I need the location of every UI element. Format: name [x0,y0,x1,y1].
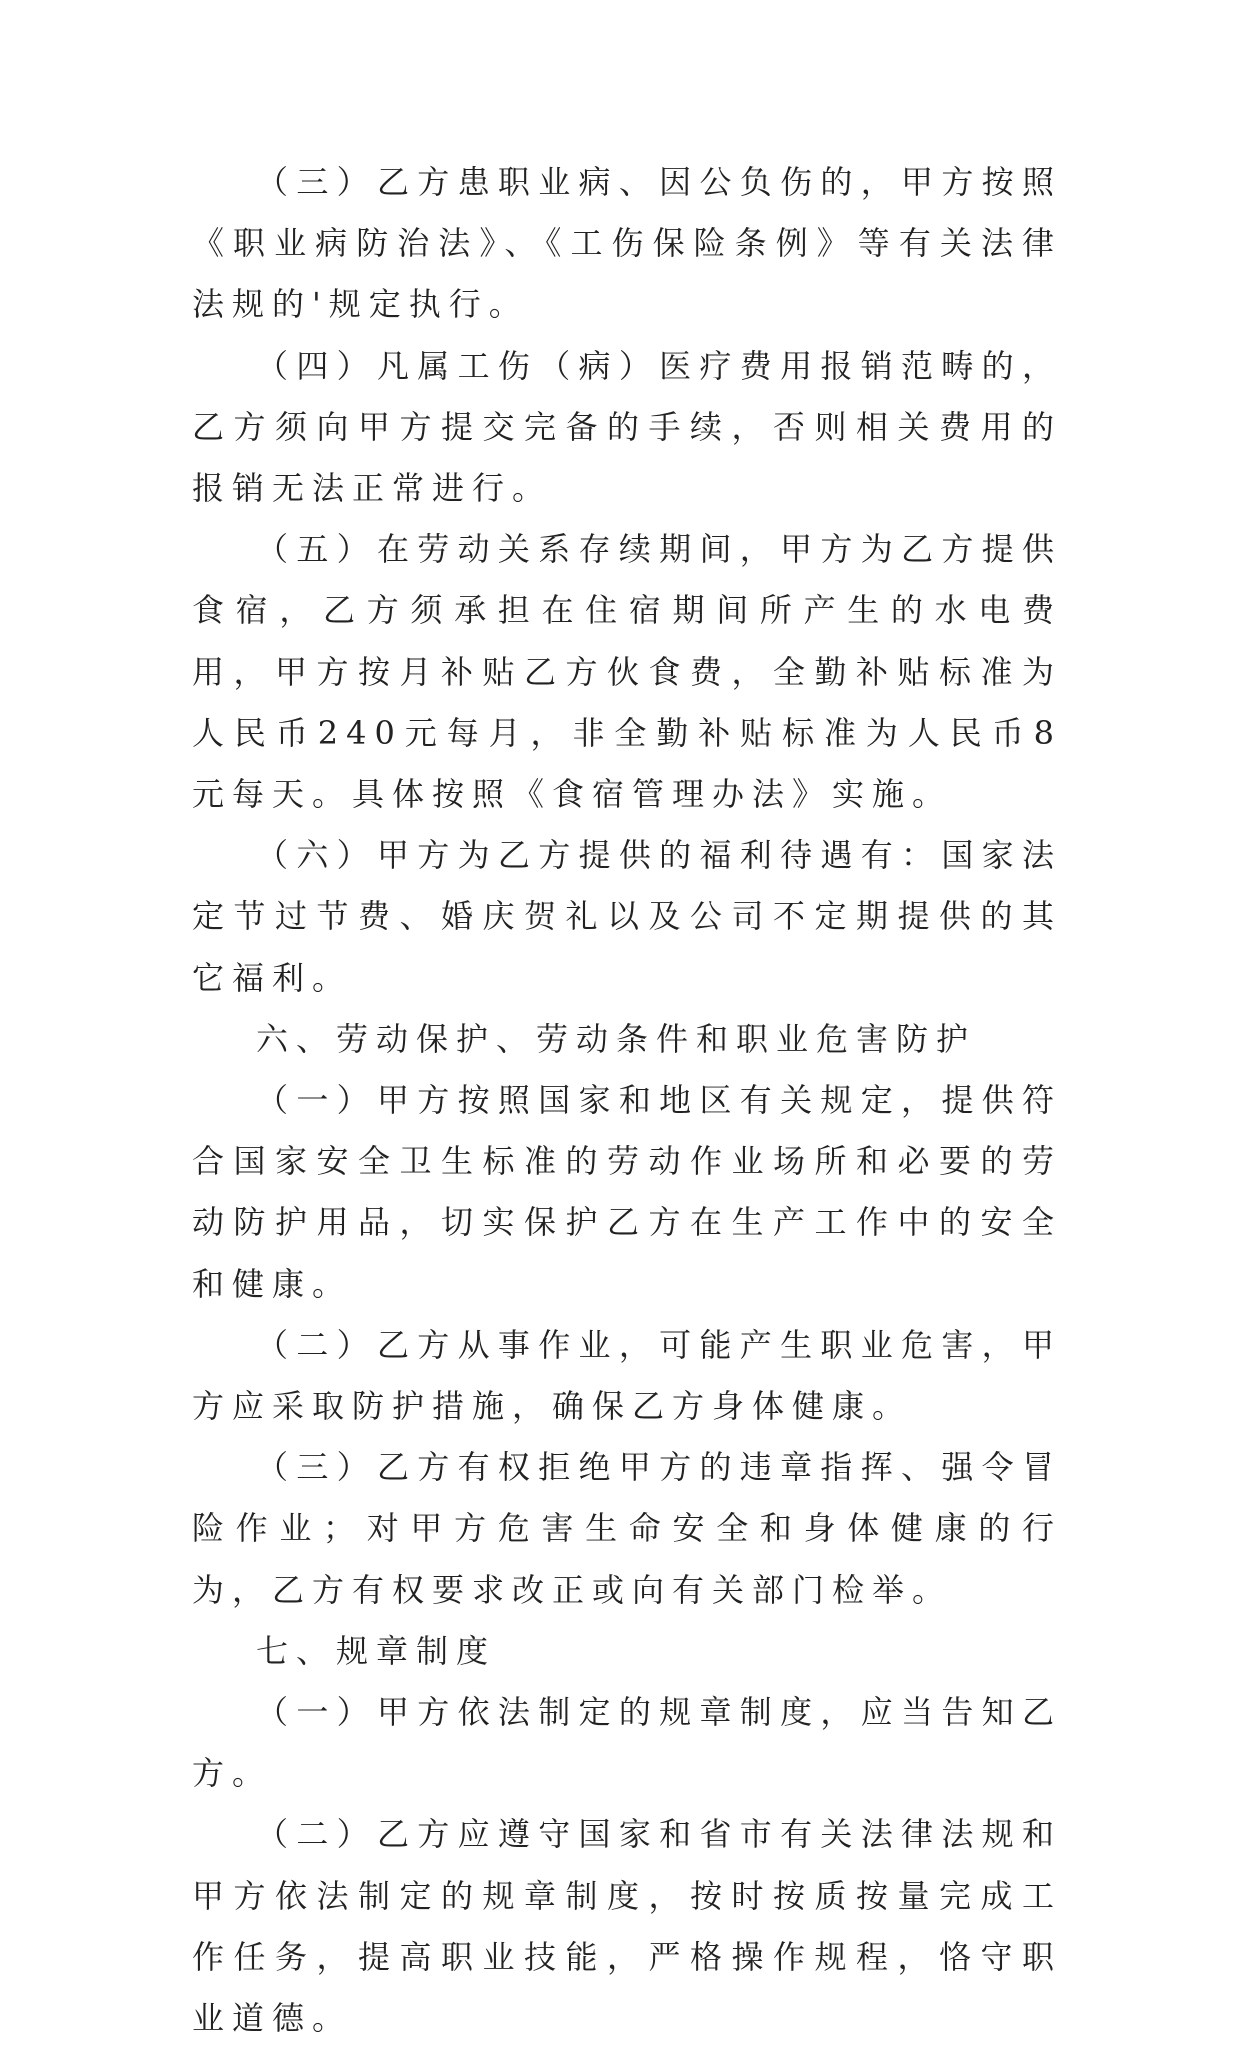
paragraph-work-injury: （三）乙方患职业病、因公负伤的，甲方按照《职业病防治法》、《工伤保险条例》等有关法律法规的'规定执行。 [192,163,1062,324]
paragraph-safe-workplace: （一）甲方按照国家和地区有关规定，提供符合国家安全卫生标准的劳动作业场所和必要的劳动防护用品，切实保护乙方在生产工作中的安全和健康。 [192,1081,1062,1303]
paragraph-benefits: （六）甲方为乙方提供的福利待遇有：国家法定节过节费、婚庆贺礼以及公司不定期提供的其它福利。 [192,836,1062,997]
section-heading-rules: 七、规章制度 [256,1631,497,1670]
paragraph-right-to-refuse: （三）乙方有权拒绝甲方的违章指挥、强令冒险作业；对甲方危害生命安全和身体健康的行为，乙方有权要求改正或向有关部门检举。 [192,1448,1062,1609]
paragraph-medical-reimbursement: （四）凡属工伤（病）医疗费用报销范畴的，乙方须向甲方提交完备的手续，否则相关费用的报销无法正常进行。 [192,346,1062,508]
document-body [192,152,1062,2049]
paragraph-occupational-hazard: （二）乙方从事作业，可能产生职业危害，甲方应采取防护措施，确保乙方身体健康。 [192,1325,1062,1426]
paragraph-rules-notice: （一）甲方依法制定的规章制度，应当告知乙方。 [192,1693,1062,1793]
section-heading-labor-protection: 六、劳动保护、劳动条件和职业危害防护 [256,1019,977,1058]
paragraph-board-lodging: （五）在劳动关系存续期间，甲方为乙方提供食宿，乙方须承担在住宿期间所产生的水电费用，甲方按月补贴乙方伙食费，全勤补贴标准为人民币240元每月，非全勤补贴标准为人民币8元每天。具体按照《食宿管理办法》实施。 [192,530,1062,814]
paragraph-rules-compliance: （二）乙方应遵守国家和省市有关法律法规和甲方依法制定的规章制度，按时按质按量完成工作任务，提高职业技能，严格操作规程，恪守职业道德。 [192,1815,1062,2038]
